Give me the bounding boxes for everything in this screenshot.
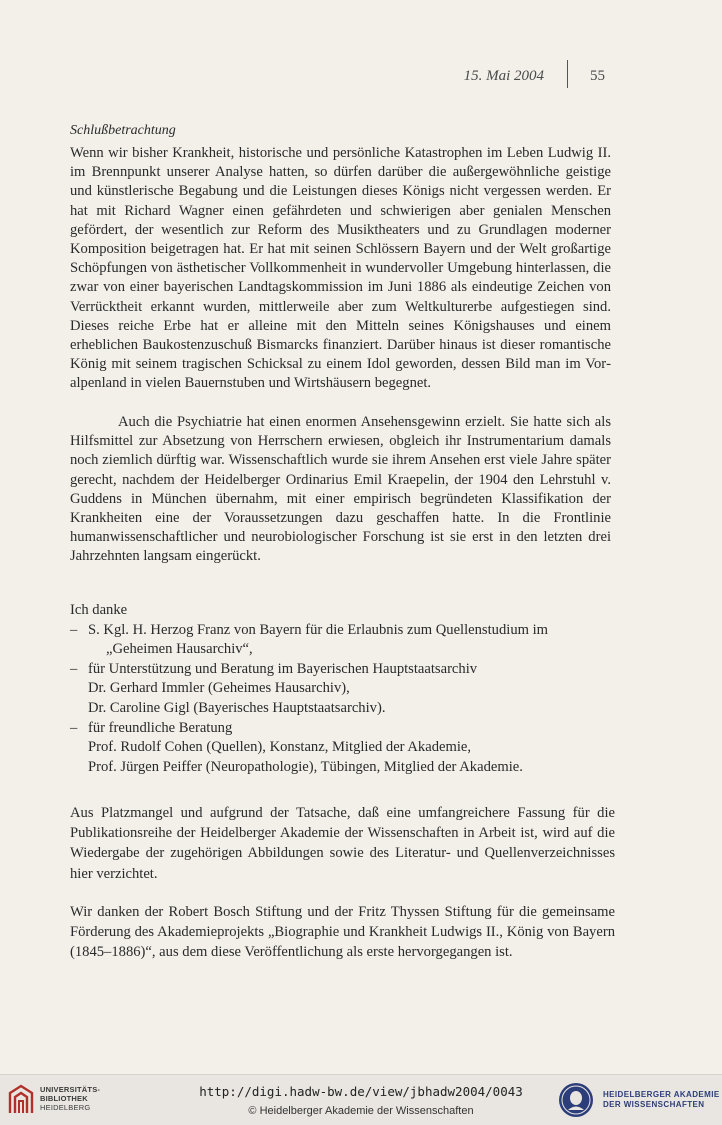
ack-line: „Geheimen Hausarchiv“,: [106, 641, 253, 658]
ack-line: S. Kgl. H. Herzog Franz von Bayern für die Erlaubnis zum Quellenstudium im: [88, 621, 549, 638]
ack-dash: –: [70, 621, 78, 638]
paragraph-3: Aus Platzmangel und aufgrund der Tatsache, daß eine umfangreichere Fassung für die Publikationsreihe der Heidelberger Akademie der Wissenschaften in Arbeit ist, wird auf die Wiedergabe der zugehörigen Abbildungen sowie des Literatur- und Quellenverzeichnisses hier verzichtet.: [70, 805, 615, 882]
ack-line: für Unterstützung und Beratung im Bayerischen Hauptstaatsarchiv: [88, 660, 478, 677]
ack-item: [70, 660, 630, 719]
ack-item: [70, 719, 630, 778]
paragraph-1: Wenn wir bisher Krankheit, historische und persönliche Katastrophen im Leben Ludwig II. im Brennpunkt unserer Analyse hatten, so dürfen darüber die außergewöhnliche geistige und künstlerische Begabung und die Leistungen dieses Königs nicht vergessen werden. Er hat mit Richard Wagner einen gefährdeten und schwierigen aber genialen Menschen gefördert, der wesentlich zur Reform des Musiktheaters und zu Grundlagen moderner Komposition beigetragen hat. Er hat mit seinen Schlössern Bayern und der Welt großartige Schöpfungen von ästhetischer Vollkommenheit in wundervoller Umgebung hinterlassen, die zwar von einer bayerischen Landtagskommission im Juni 1886 als eindeutige Zeichen von Verrücktheit erkannt wurden, mittlerweile aber zum Weltkulturerbe aufgestiegen sind. Dieses reiche Erbe hat er alleine mit den Mitteln seines Königshauses und einem erheblichen Baukostenzuschuß Bismarcks finanziert. Darüber hinaus ist dieser romantische König mit seinem tragischen Schicksal zu einem Idol geworden, dessen Bild man im Voralpenland in vielen Bauernstuben und Wirtshäusern begegnet.: [70, 145, 611, 392]
ub-name-line: HEIDELBERG: [40, 1103, 91, 1112]
academy-name-line: HEIDELBERGER AKADEMIE: [603, 1090, 720, 1099]
ack-line: Dr. Gerhard Immler (Geheimes Hausarchiv),: [88, 680, 350, 697]
academy-seal-icon[interactable]: [557, 1081, 595, 1119]
acknowledgements-intro: Ich danke: [70, 602, 128, 618]
page-number: 55: [590, 68, 605, 84]
ack-dash: –: [70, 719, 78, 736]
header-divider: [567, 60, 568, 88]
ack-line: Prof. Rudolf Cohen (Quellen), Konstanz, Mitglied der Akademie,: [88, 739, 472, 756]
academy-name[interactable]: [603, 1090, 720, 1110]
running-header: [0, 66, 722, 90]
ub-name-line: UNIVERSITÄTS-: [40, 1085, 101, 1094]
acknowledgements: [70, 601, 630, 777]
ack-line: für freundliche Beratung: [88, 719, 233, 736]
ack-dash: –: [70, 660, 78, 677]
viewer-footer: [0, 1074, 722, 1125]
academy-name-line: DER WISSENSCHAFTEN: [603, 1100, 705, 1109]
copyright-notice: © Heidelberger Akademie der Wissenschaften: [248, 1105, 474, 1117]
ack-line: Prof. Jürgen Peiffer (Neuropathologie), Tübingen, Mitglied der Akademie.: [88, 758, 523, 775]
section-heading: Schlußbetrachtung: [70, 123, 176, 138]
paragraph-2: Auch die Psychiatrie hat einen enormen Ansehensgewinn erzielt. Sie hatte sich als Hilfsmittel zur Absetzung von Herrschern erwiesen, obgleich ihr Instrumentarium damals noch ziemlich dürftig war. Wissenschaftlich wurde sie ihrem Ansehen erst viele Jahre später gerecht, nachdem der Heidelberger Ordinarius Emil Kraepelin, der 1904 den Lehrstuhl v. Guddens in München übernahm, mit einer empirisch begründeten Klassifikation der Krankheiten eine der Voraussetzungen dazu geschaffen hatte. In die Frontlinie humanwissenschaftlicher und neurobiologischer Forschung ist sie erst in den letzten drei Jahrzehnten langsam eingerückt.: [70, 414, 611, 565]
ack-line: Dr. Caroline Gigl (Bayerisches Hauptstaatsarchiv).: [88, 699, 386, 716]
permalink-url[interactable]: http://digi.hadw-bw.de/view/jbhadw2004/0043: [199, 1084, 523, 1099]
ub-name-line: BIBLIOTHEK: [40, 1094, 88, 1103]
ack-item: [70, 621, 630, 660]
paragraph-4: Wir danken der Robert Bosch Stiftung und der Fritz Thyssen Stiftung für die gemeinsame Förderung des Akademieprojekts „Biographie und Krankheit Ludwigs II., König von Bayern (1845–1886)“, aus dem diese Veröffentlichung als erste hervorgegangen ist.: [70, 904, 615, 961]
header-date: 15. Mai 2004: [463, 68, 544, 84]
